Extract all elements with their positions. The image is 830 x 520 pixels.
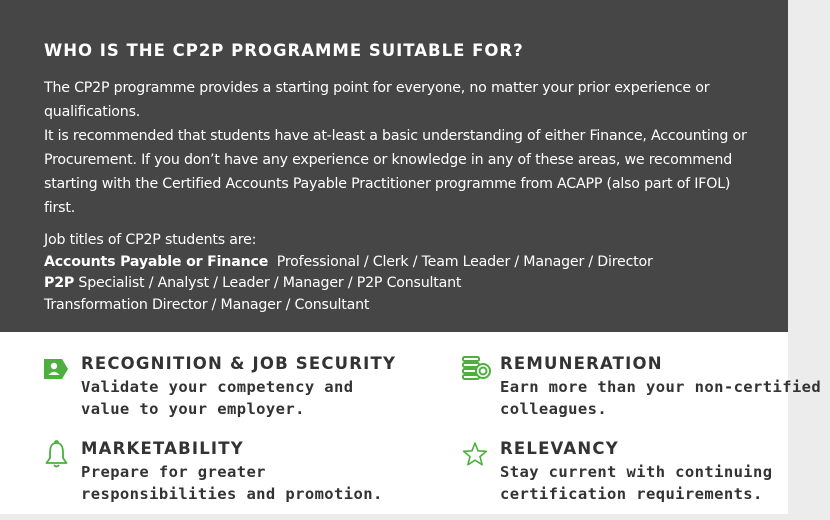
intro-paragraph: The CP2P programme provides a starting point for everyone, no matter your prior experience or qualifications. bbox=[44, 80, 710, 120]
intro-text bbox=[44, 76, 760, 220]
feature-title: MARKETABILITY bbox=[81, 439, 244, 458]
feature-description: Validate your competency and value to your employer. bbox=[81, 378, 354, 418]
feature-title: RELEVANCY bbox=[500, 439, 619, 458]
feature-description: Stay current with continuing certification requirements. bbox=[500, 463, 773, 503]
job-titles bbox=[44, 230, 760, 316]
job-line-category: P2P bbox=[44, 275, 75, 291]
feature-title: RECOGNITION & JOB SECURITY bbox=[81, 354, 397, 373]
job-titles-intro: Job titles of CP2P students are: bbox=[44, 232, 257, 248]
job-line-roles: Transformation Director / Manager / Consultant bbox=[44, 296, 370, 313]
feature-description: Earn more than your non-certified colleagues. bbox=[500, 378, 822, 418]
recommendation-paragraph: It is recommended that students have at-least a basic understanding of either Finance, Accounting or Procurement. If you don’t have any experience or knowledge in any of these areas, we recommend starting with the Certified Accounts Payable Practitioner programme from ACAPP (also part of IFOL) first. bbox=[44, 128, 747, 216]
bell-icon bbox=[43, 439, 73, 469]
coins-icon bbox=[462, 354, 492, 384]
feature-description: Prepare for greater responsibilities and promotion. bbox=[81, 463, 383, 503]
feature-title: REMUNERATION bbox=[500, 354, 663, 373]
section-heading: WHO IS THE CP2P PROGRAMME SUITABLE FOR? bbox=[44, 41, 524, 60]
job-line bbox=[44, 273, 760, 295]
star-icon bbox=[462, 439, 492, 469]
job-line-roles: Specialist / Analyst / Leader / Manager / P2P Consultant bbox=[74, 275, 462, 291]
job-line bbox=[44, 295, 760, 317]
job-line-roles: Professional / Clerk / Team Leader / Manager / Director bbox=[268, 253, 653, 270]
id-badge-icon bbox=[43, 354, 73, 384]
job-line bbox=[44, 252, 760, 274]
job-line-category: Accounts Payable or Finance bbox=[44, 253, 269, 270]
